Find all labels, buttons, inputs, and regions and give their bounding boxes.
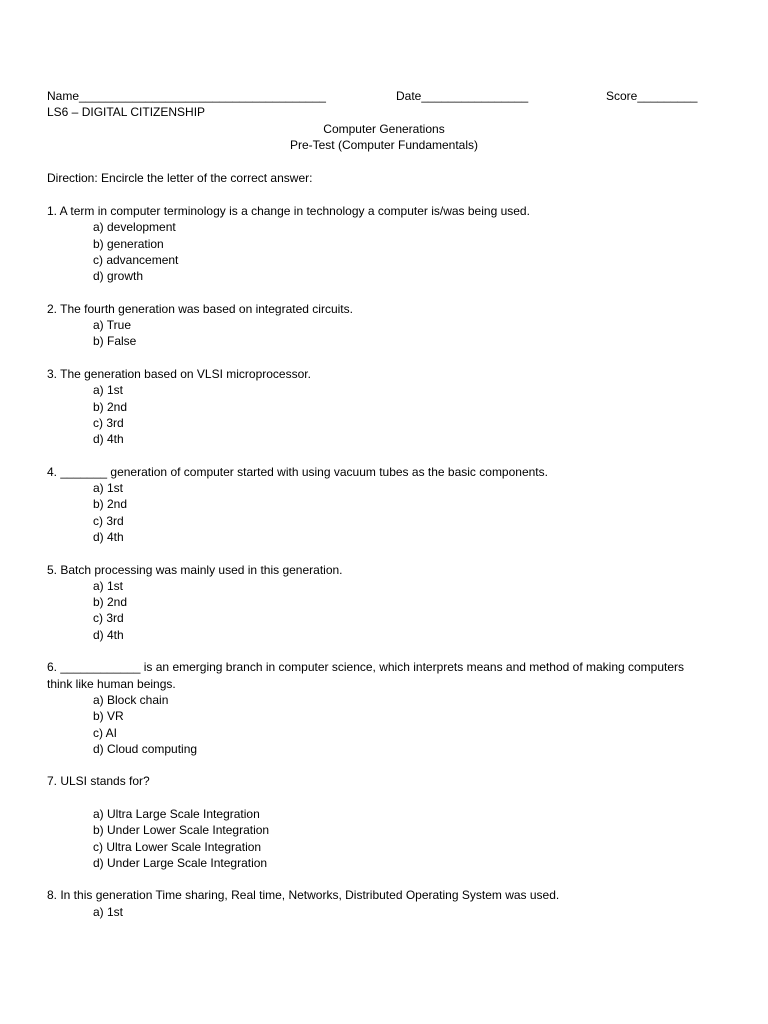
question-5 <box>47 562 687 643</box>
blank-line <box>47 790 687 806</box>
option-c[interactable]: c) 3rd <box>93 611 124 626</box>
date-field[interactable]: Date________________ <box>396 89 529 103</box>
option-d[interactable]: d) Under Large Scale Integration <box>93 855 268 870</box>
question-1 <box>47 203 687 284</box>
option-b[interactable]: b) Under Lower Scale Integration <box>93 823 270 838</box>
option-d[interactable]: d) 4th <box>93 529 124 544</box>
option-b[interactable]: b) False <box>93 334 137 349</box>
question-6 <box>47 659 687 757</box>
option-a[interactable]: a) 1st <box>93 904 124 919</box>
question-text: 4. _______ generation of computer started with using vacuum tubes as the basic components. <box>47 464 548 479</box>
question-text: 6. ____________ is an emerging branch in computer science, which interprets means and method of making computers think like human beings. <box>47 660 685 691</box>
subject-label: LS6 – DIGITAL CITIZENSHIP <box>47 105 206 119</box>
option-d[interactable]: d) 4th <box>93 432 124 447</box>
option-d[interactable]: d) 4th <box>93 627 124 642</box>
question-text: 1. A term in computer terminology is a change in technology a computer is/was being used. <box>47 204 530 218</box>
option-c[interactable]: c) Ultra Lower Scale Integration <box>93 839 262 854</box>
option-b[interactable]: b) generation <box>93 236 164 251</box>
question-text: 7. ULSI stands for? <box>47 774 150 789</box>
option-list <box>47 692 687 757</box>
question-list <box>47 203 687 936</box>
option-b[interactable]: b) 2nd <box>93 497 128 512</box>
option-c[interactable]: c) 3rd <box>93 513 124 528</box>
option-c[interactable]: c) AI <box>93 725 118 740</box>
option-d[interactable]: d) growth <box>93 269 144 284</box>
option-b[interactable]: b) 2nd <box>93 399 128 414</box>
option-list <box>47 806 687 871</box>
option-list <box>47 904 687 920</box>
option-a[interactable]: a) development <box>93 220 176 235</box>
option-b[interactable]: b) 2nd <box>93 595 128 610</box>
option-a[interactable]: a) 1st <box>93 481 124 496</box>
option-list <box>47 317 687 350</box>
option-b[interactable]: b) VR <box>93 709 124 724</box>
option-a[interactable]: a) Block chain <box>93 692 169 707</box>
question-text: 5. Batch processing was mainly used in this generation. <box>47 562 343 577</box>
option-list <box>47 382 687 447</box>
question-4 <box>47 464 687 545</box>
title-block <box>0 121 768 153</box>
question-text: 8. In this generation Time sharing, Real time, Networks, Distributed Operating System was used. <box>47 888 560 903</box>
option-a[interactable]: a) 1st <box>93 578 124 593</box>
option-a[interactable]: a) 1st <box>93 383 124 398</box>
option-list <box>47 480 687 545</box>
option-list <box>47 578 687 643</box>
question-text: 3. The generation based on VLSI microprocessor. <box>47 366 311 381</box>
option-c[interactable]: c) advancement <box>93 252 179 267</box>
option-c[interactable]: c) 3rd <box>93 415 124 430</box>
question-2 <box>47 301 687 350</box>
option-d[interactable]: d) Cloud computing <box>93 741 198 756</box>
question-8 <box>47 887 687 920</box>
option-a[interactable]: a) Ultra Large Scale Integration <box>93 806 260 821</box>
question-7 <box>47 773 687 871</box>
page-subtitle: Pre-Test (Computer Fundamentals) <box>289 138 479 152</box>
direction-text: Direction: Encircle the letter of the correct answer: <box>47 171 313 185</box>
header-fields <box>47 88 721 104</box>
score-field[interactable]: Score_________ <box>606 89 698 103</box>
page-title: Computer Generations <box>323 122 445 136</box>
option-a[interactable]: a) True <box>93 318 132 333</box>
question-3 <box>47 366 687 447</box>
question-text: 2. The fourth generation was based on integrated circuits. <box>47 301 353 316</box>
option-list <box>47 219 687 284</box>
name-field[interactable]: Name_____________________________________ <box>47 89 326 103</box>
